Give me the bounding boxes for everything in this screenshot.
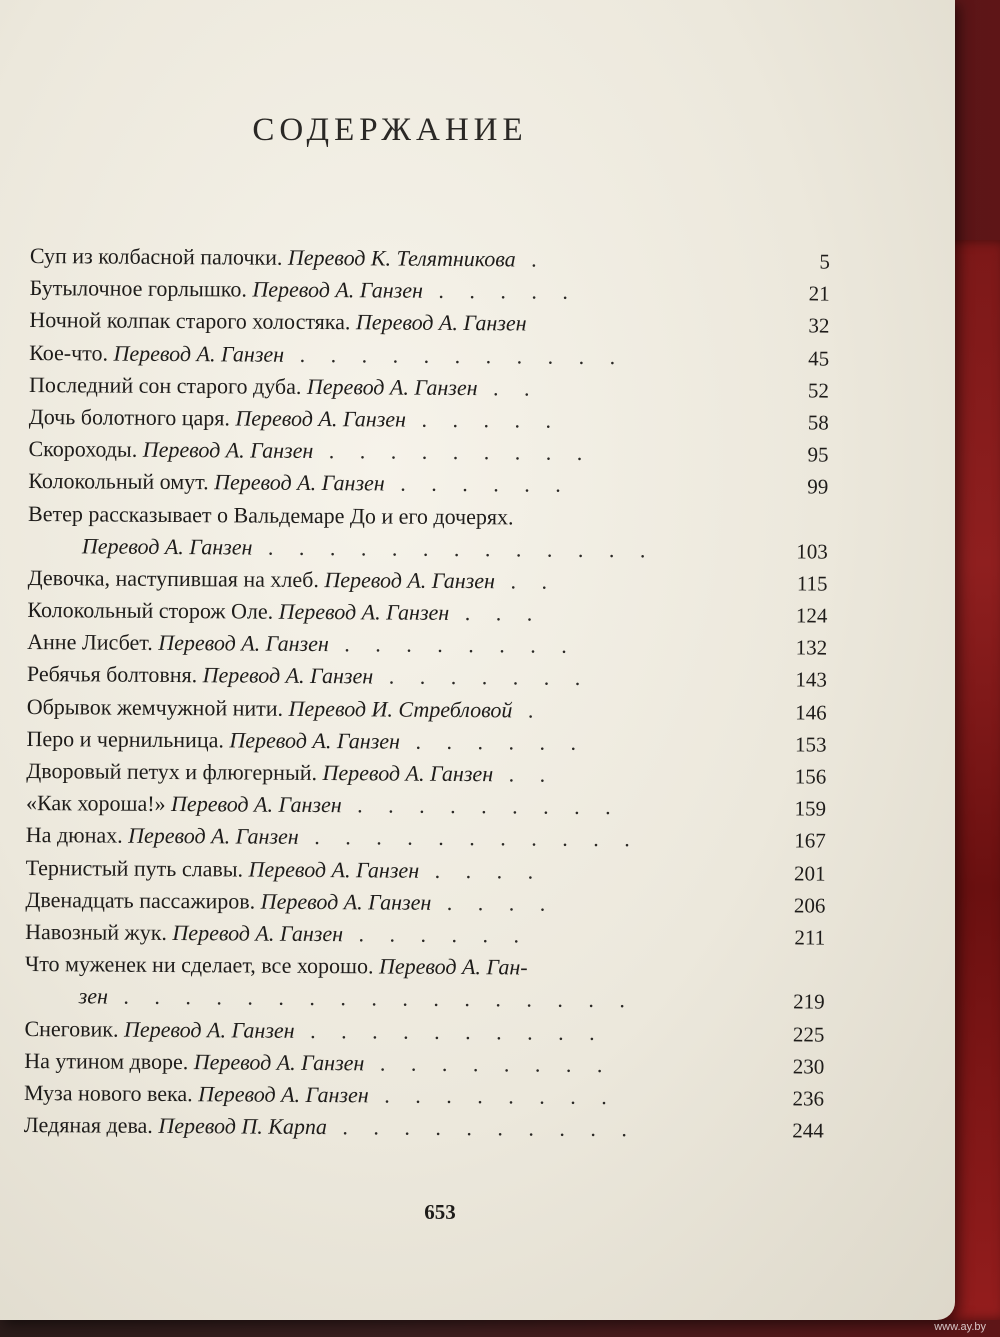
translator-credit: Перевод А. Ганзен: [260, 888, 432, 915]
story-title: Ребячья болтовня.: [26, 661, 198, 688]
translator-credit: Перевод А. Ганзен: [252, 276, 424, 303]
toc-entry-text: [28, 500, 514, 528]
translator-credit: зен: [78, 983, 109, 1009]
toc-entry-text: [29, 404, 561, 433]
page-ref: 167: [794, 828, 826, 853]
translator-credit: Перевод А. Ганзен: [128, 823, 299, 850]
translator-credit: Перевод П. Карпа: [158, 1112, 327, 1140]
story-title: Снеговик.: [24, 1015, 119, 1042]
story-title: Колокольный омут.: [28, 468, 209, 495]
dot-leader: . . . . . . . . . .: [326, 1114, 637, 1142]
translator-credit: Перевод А. Ганзен: [324, 566, 496, 594]
dot-leader: . . . . . . . . .: [341, 792, 621, 820]
story-title: Муза нового века.: [23, 1079, 193, 1107]
toc-entry-text: [24, 1080, 617, 1109]
story-title: Суп из колбасной палочки.: [29, 242, 283, 270]
translator-credit: Перевод А. Ганзен: [214, 469, 385, 496]
toc-entry-text: [28, 565, 558, 594]
translator-credit: Перевод А. Ганзен: [355, 309, 527, 336]
toc-entry-text: [27, 694, 544, 723]
dot-leader: . . . . . . . .: [364, 1050, 613, 1077]
dot-leader: . . . .: [431, 889, 556, 916]
toc-entry-text: [28, 436, 592, 465]
toc-entry-text: [26, 855, 544, 884]
translator-credit: Перевод А. Ганзен: [198, 1081, 369, 1108]
translator-credit: Перевод А. Ганзен: [158, 630, 329, 657]
dot-leader: . .: [477, 374, 540, 401]
toc-entry-text: [24, 1015, 604, 1044]
translator-credit: Перевод А. Ганзен: [171, 791, 342, 818]
page-ref: 95: [807, 442, 829, 467]
watermark: www.ay.by: [934, 1321, 986, 1333]
translator-credit: Перевод А. Ганзен: [172, 919, 344, 947]
translator-credit: Перевод А. Ганзен: [229, 727, 401, 754]
dot-leader: . .: [493, 761, 556, 787]
story-title: Кое-что.: [29, 339, 109, 366]
page-ref: 201: [794, 860, 826, 886]
story-title: Перо и чернильница.: [26, 725, 225, 753]
toc-entry-text: [26, 758, 555, 787]
page-ref: 124: [795, 603, 828, 628]
toc-entry-text: [24, 1048, 612, 1077]
page-ref: 99: [807, 474, 829, 499]
toc-entry-text: [27, 629, 577, 658]
page-ref: 58: [807, 410, 829, 435]
page-ref: 211: [794, 925, 826, 950]
story-title: На утином дворе.: [24, 1047, 189, 1074]
translator-credit: Перевод А. Ган-: [378, 953, 528, 980]
story-title: Колокольный сторож Оле.: [27, 597, 274, 624]
story-title: Дочь болотного царя.: [28, 403, 231, 431]
dot-leader: . . . .: [419, 857, 544, 884]
table-of-contents: [24, 240, 830, 1147]
story-title: Тернистый путь славы.: [25, 854, 244, 882]
toc-entry-text: [25, 887, 555, 916]
story-title: Анне Лисбет.: [27, 629, 153, 656]
toc-entry-text: [29, 372, 540, 401]
dot-leader: . . . . . . . . . .: [294, 1017, 605, 1045]
translator-credit: Перевод И. Стребловой: [288, 695, 513, 723]
page-ref: 225: [792, 1021, 825, 1047]
page-ref: 132: [795, 635, 828, 660]
dot-leader: . . . . .: [405, 406, 562, 433]
story-title: Скороходы.: [28, 436, 138, 462]
dot-leader: . . . . . .: [399, 728, 587, 755]
page-ref: 153: [794, 732, 827, 757]
translator-credit: Перевод А. Ганзен: [81, 533, 253, 560]
story-title: Ночной колпак старого холостяка.: [29, 307, 351, 335]
story-title: На дюнах.: [25, 822, 123, 849]
toc-entry-text: [28, 468, 571, 497]
page-ref: 5: [819, 249, 830, 274]
story-title: Что муженек ни сделает, все хорошо.: [24, 951, 374, 979]
dot-leader: . . . . . . . .: [328, 631, 577, 659]
page-ref: 103: [796, 539, 828, 564]
dot-leader: . .: [494, 568, 558, 594]
page-ref: 146: [795, 699, 827, 725]
story-title: Последний сон старого дуба.: [28, 371, 302, 399]
page-ref: 156: [794, 764, 827, 789]
translator-credit: Перевод А. Ганзен: [278, 598, 450, 625]
toc-entry-text: [26, 726, 586, 755]
page-ref: 21: [808, 281, 830, 306]
toc-entry-text: [30, 243, 547, 272]
dot-leader: . . . . . . . . . . . . . . . . .: [107, 983, 636, 1013]
toc-entry-text: [24, 1112, 637, 1141]
toc-entry-text: [79, 984, 635, 1013]
translator-credit: Перевод А. Ганзен: [193, 1048, 365, 1076]
dot-leader: . . . . . . . . . . . . .: [252, 534, 656, 563]
story-title: Двенадцать пассажиров.: [25, 886, 256, 914]
page-ref: 244: [792, 1118, 824, 1143]
translator-credit: Перевод А. Ганзен: [142, 436, 314, 464]
page-ref: 206: [793, 893, 826, 918]
story-title: Обрывок жемчужной нити.: [26, 693, 284, 721]
translator-credit: Перевод А. Ганзен: [113, 340, 285, 367]
page-ref: 230: [792, 1054, 825, 1079]
dot-leader: . . .: [449, 599, 543, 626]
translator-credit: Перевод А. Ганзен: [248, 856, 420, 883]
toc-entry-text: [26, 822, 640, 851]
dot-leader: . . . . . .: [342, 921, 530, 948]
dot-leader: . . . . . . . .: [368, 1082, 617, 1109]
toc-entry-text: [25, 919, 529, 948]
story-title: Навозный жук.: [25, 918, 168, 945]
story-title: Ветер рассказывает о Вальдемаре До и его дочерях.: [28, 500, 514, 529]
toc-entry-text: [27, 661, 590, 690]
toc-entry-text: [82, 533, 656, 562]
story-title: «Как хороша!»: [25, 790, 166, 817]
story-title: Ледяная дева.: [23, 1112, 153, 1138]
dot-leader: . . . . . . . . . . .: [298, 824, 640, 852]
dot-leader: . . . . . . . . .: [313, 438, 593, 466]
translator-credit: Перевод А. Ганзен: [306, 373, 478, 400]
translator-credit: Перевод А. Ганзен: [235, 405, 407, 432]
page-ref: 159: [794, 796, 827, 821]
page-ref: 32: [808, 313, 830, 338]
page-ref: 115: [796, 571, 828, 596]
translator-credit: Перевод К. Телятникова: [287, 244, 516, 272]
translator-credit: Перевод А. Ганзен: [123, 1016, 295, 1043]
dot-leader: . . . . . . .: [373, 663, 591, 691]
story-title: Дворовый петух и флюгерный.: [26, 757, 318, 786]
page-ref: 143: [795, 667, 828, 693]
page-ref: 52: [807, 378, 830, 403]
page-ref: 219: [793, 989, 825, 1014]
toc-entry-text: [26, 790, 621, 819]
page-ref: 236: [792, 1086, 825, 1111]
dot-leader: .: [515, 246, 547, 272]
story-title: Девочка, наступившая на хлеб.: [27, 564, 319, 592]
toc-entry-text: [30, 275, 578, 304]
page-number: 653: [424, 1200, 456, 1224]
translator-credit: Перевод А. Ганзен: [322, 760, 494, 787]
dot-leader: . . . . .: [422, 277, 579, 305]
page-title: СОДЕРЖАНИЕ: [252, 112, 528, 148]
toc-entry-text: [29, 307, 526, 335]
story-title: Бутылочное горлышко.: [29, 275, 247, 302]
toc-entry-text: [29, 340, 625, 369]
toc-entry: [24, 1109, 824, 1147]
dot-leader: .: [512, 697, 544, 723]
dot-leader: . . . . . . . . . . .: [284, 341, 626, 369]
page-ref: 45: [808, 345, 830, 371]
dot-leader: . . . . . .: [384, 470, 571, 498]
toc-entry-text: [25, 951, 528, 980]
translator-credit: Перевод А. Ганзен: [202, 662, 374, 689]
toc-entry-text: [27, 597, 542, 626]
